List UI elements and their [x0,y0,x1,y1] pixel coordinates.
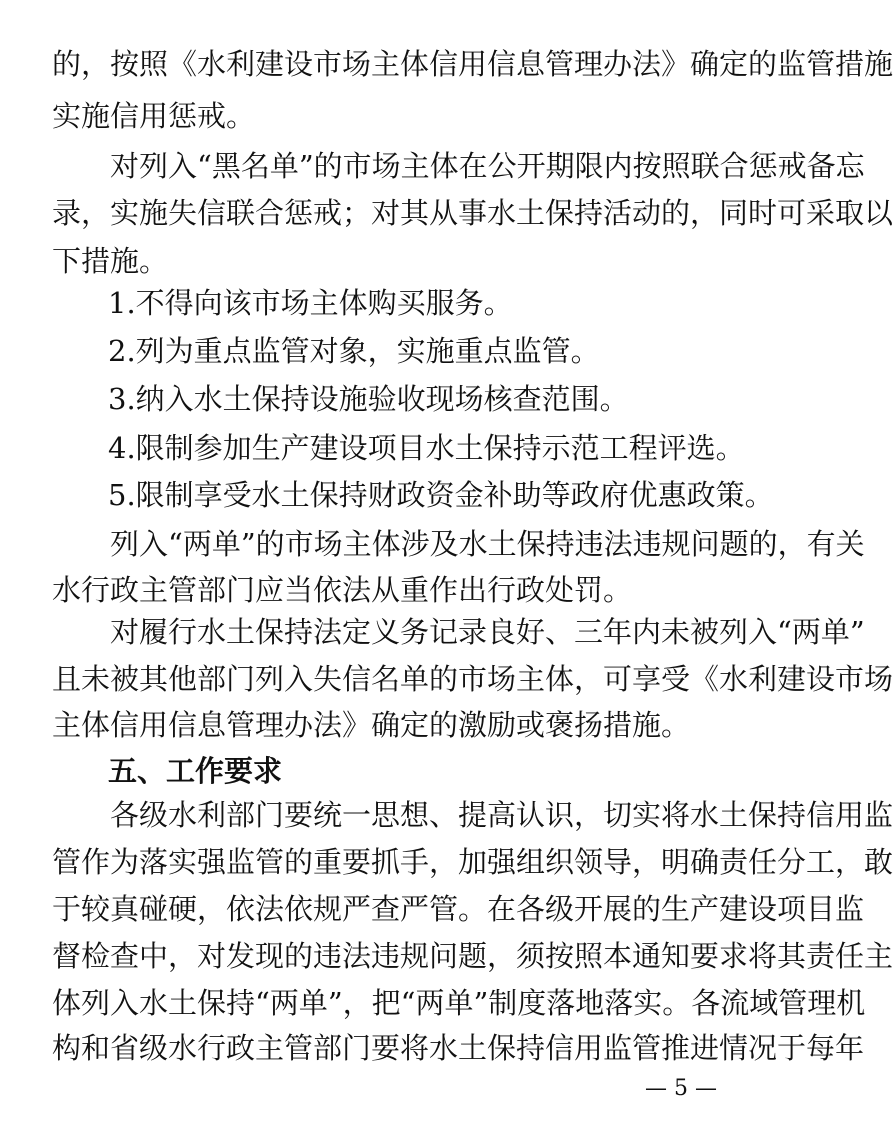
text-line-11: 列入“两单”的市场主体涉及水土保持违法违规问题的，有关 [110,527,865,561]
text-line-15: 主体信用信息管理办法》确定的激励或褒扬措施。 [52,708,691,742]
text-line-2: 实施信用惩戒。 [52,99,256,133]
text-line-3: 对列入“黑名单”的市场主体在公开期限内按照联合惩戒备忘 [110,149,865,183]
list-item-1: 1.不得向该市场主体购买服务。 [108,286,513,320]
list-item-2: 2.列为重点监管对象，实施重点监管。 [108,334,600,368]
text-line-4: 录，实施失信联合惩戒；对其从事水土保持活动的，同时可采取以 [52,196,893,230]
text-line-19: 于较真碰硬，依法依规严查严管。在各级开展的生产建设项目监 [52,892,865,926]
list-item-5: 5.限制享受水土保持财政资金补助等政府优惠政策。 [108,478,774,512]
text-line-21: 体列入水土保持“两单”，把“两单”制度落地落实。各流域管理机 [52,986,866,1020]
text-line-20: 督检查中，对发现的违法违规问题，须按照本通知要求将其责任主 [52,939,893,973]
text-line-5: 下措施。 [52,244,169,278]
text-line-13: 对履行水土保持法定义务记录良好、三年内未被列入“两单” [110,615,865,649]
text-line-1: 的，按照《水利建设市场主体信用信息管理办法》确定的监管措施 [52,47,893,81]
text-line-22: 构和省级水行政主管部门要将水土保持信用监管推进情况于每年 [52,1031,865,1065]
page-number: — 5 — [645,1076,717,1101]
list-item-4: 4.限制参加生产建设项目水土保持示范工程评选。 [108,431,745,465]
list-item-3: 3.纳入水土保持设施验收现场核查范围。 [108,382,629,416]
section-heading: 五、工作要求 [108,754,283,788]
text-line-12: 水行政主管部门应当依法从重作出行政处罚。 [52,573,633,607]
text-line-17: 各级水利部门要统一思想、提高认识，切实将水土保持信用监 [110,798,893,832]
text-line-18: 管作为落实强监管的重要抓手，加强组织领导，明确责任分工，敢 [52,845,893,879]
text-line-14: 且未被其他部门列入失信名单的市场主体，可享受《水利建设市场 [52,662,893,696]
